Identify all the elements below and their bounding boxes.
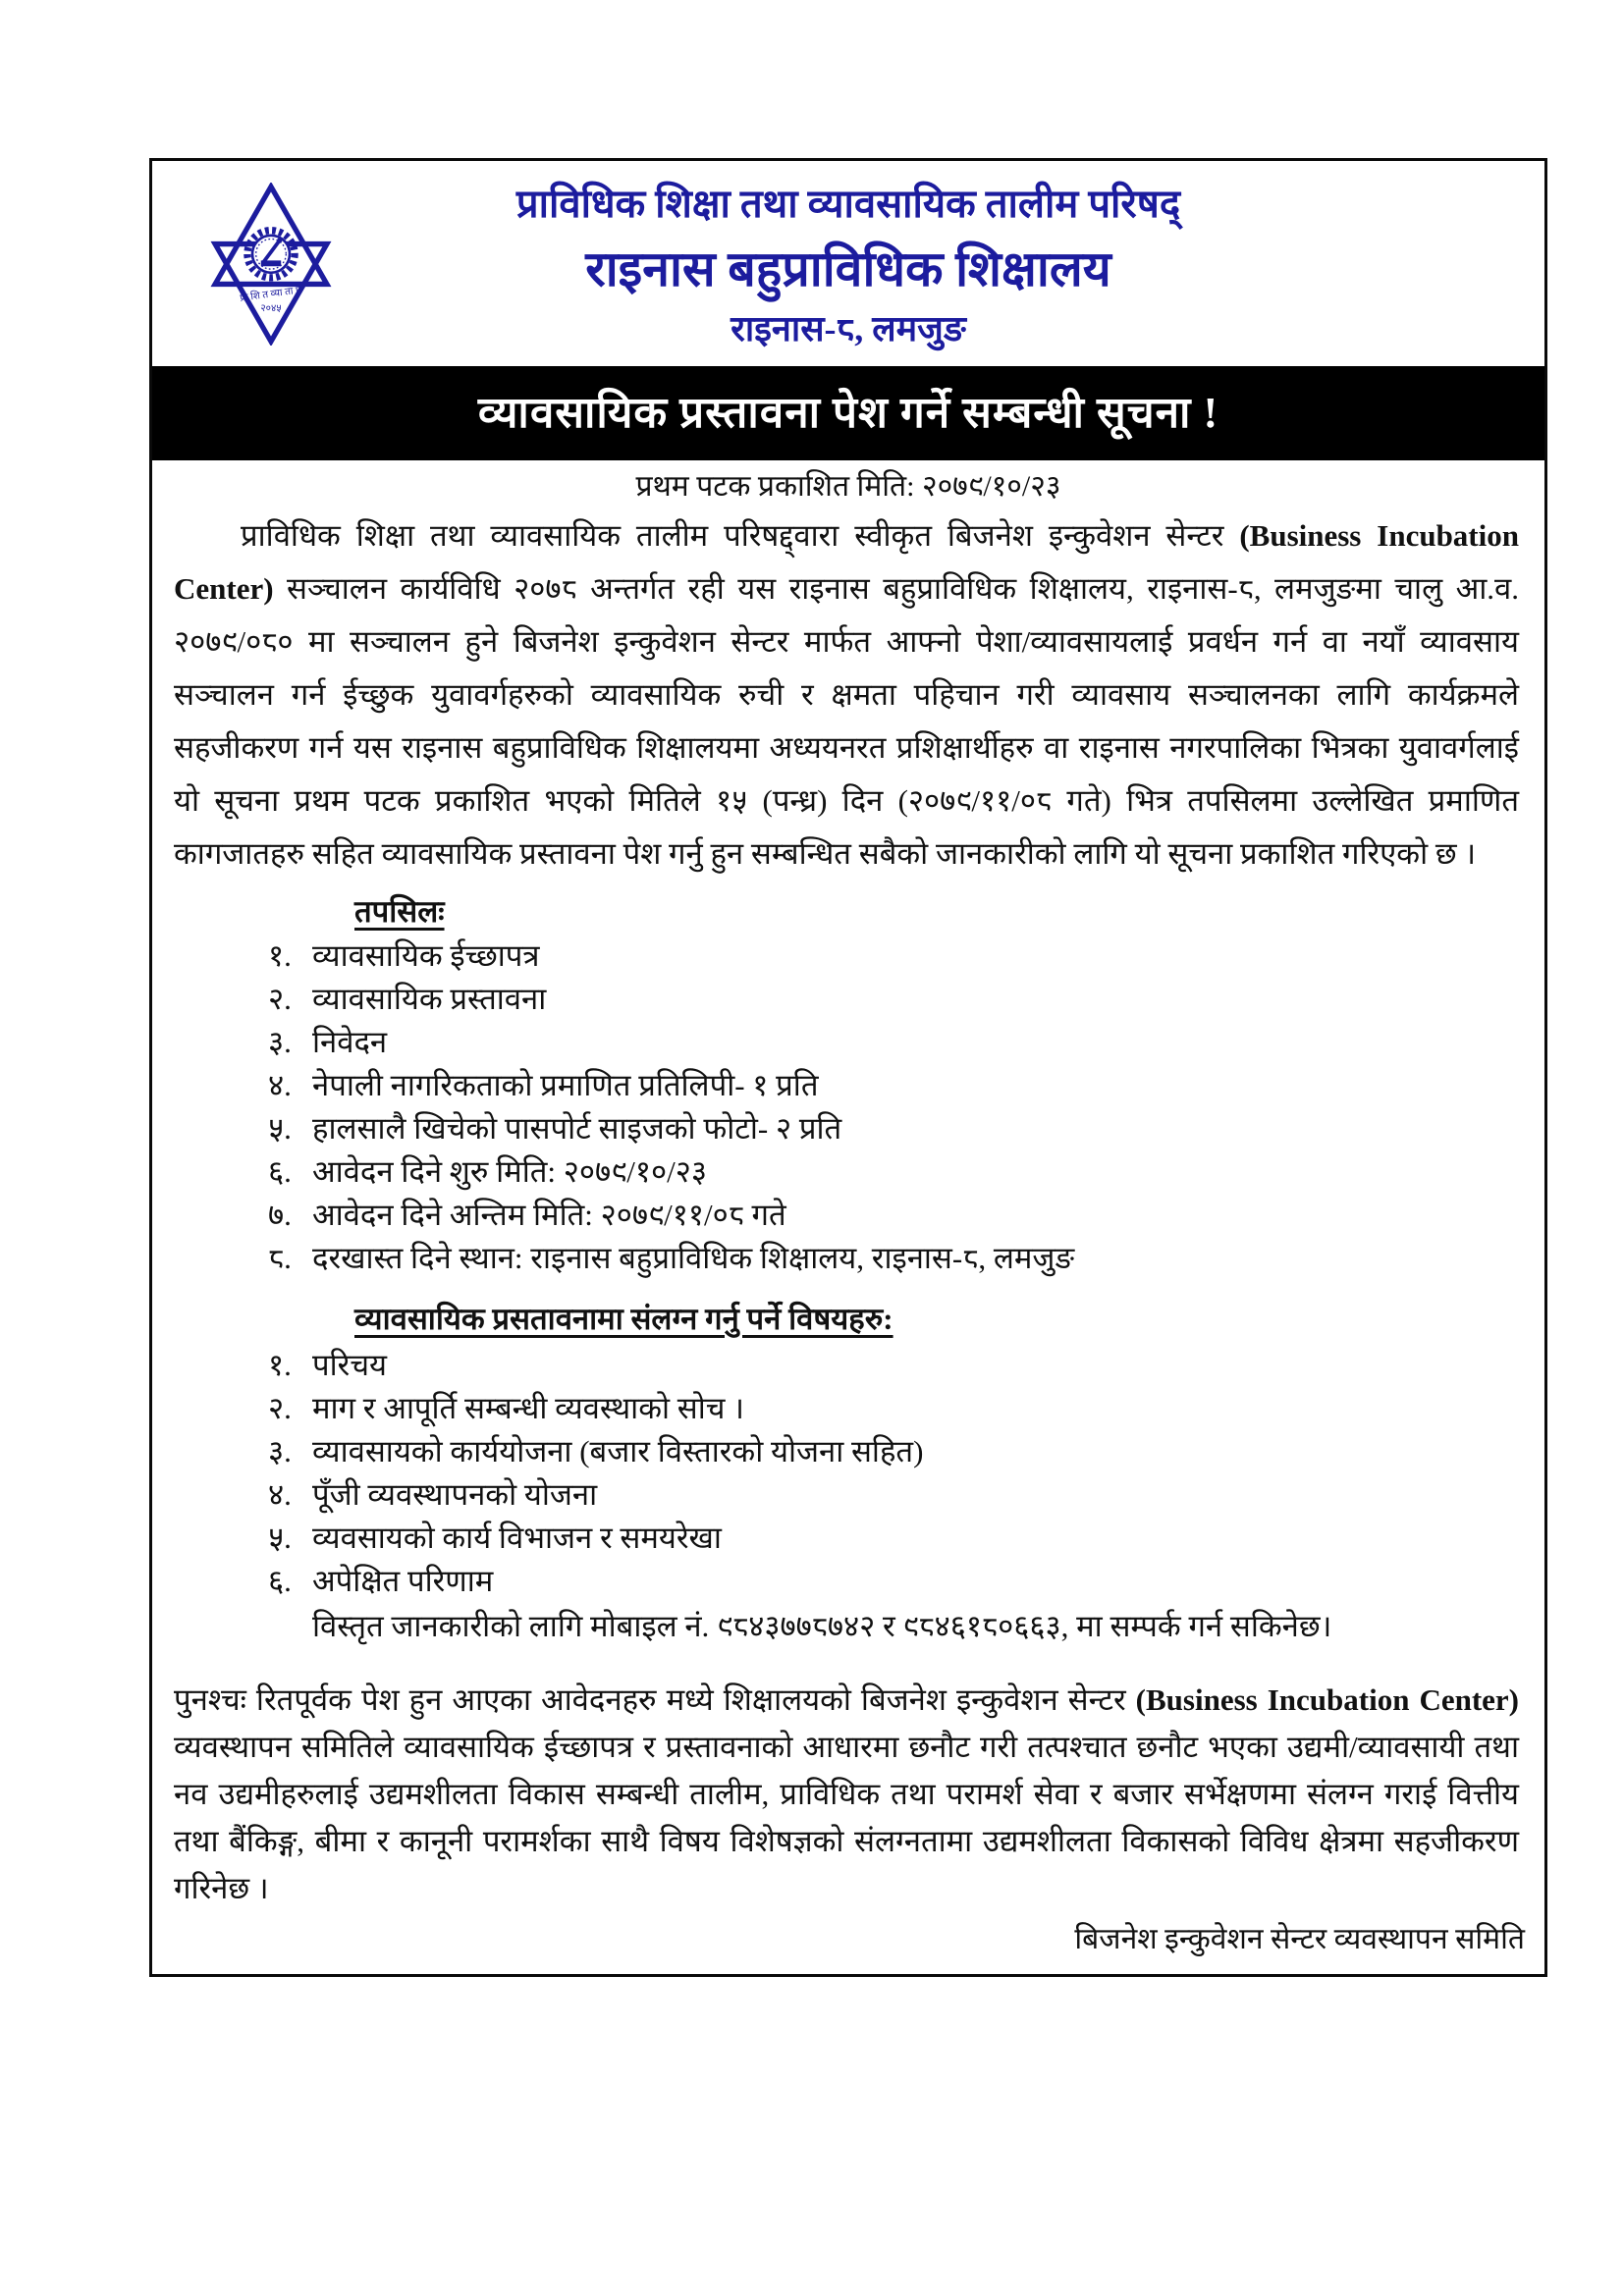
intro-text-after: सञ्चालन कार्यविधि २०७८ अन्तर्गत रही यस राइनास बहुप्राविधिक शिक्षालय, राइनास-८, लमजुङमा चालु आ.व. २०७९/०८० मा सञ्चालन हुने बिजनेश इन्कुवेशन सेन्टर मार्फत आफ्नो पेशा/व्यावसायलाई प्रवर्धन गर्न वा नयाँ व्यावसाय सञ्चालन गर्न ईच्छुक युवावर्गहरुको व्यावसायिक रुची र क्षमता पहिचान गरी व्यावसाय सञ्चालनका लागि कार्यक्रमले सहजीकरण गर्न यस राइनास बहुप्राविधिक शिक्षालयमा अध्ययनरत प्रशिक्षार्थीहरु वा राइनास नगरपालिका भित्रका युवावर्गलाई यो सूचना प्रथम पटक प्रकाशित भएको मितिले १५ (पन्ध्र) दिन (२०७९/११/०८ गते) भित्र तपसिलमा उल्लेखित प्रमाणित कागजातहरु सहित व्यावसायिक प्रस्तावना पेश गर्नु हुन सम्बन्धित सबैको जानकारीको लागि यो सूचना प्रकाशित गरिएको छ । bbox=[174, 571, 1519, 871]
subjects-list-item bbox=[268, 1348, 1544, 1383]
list-item-number: १. bbox=[268, 938, 292, 973]
tapasil-heading: तपसिलः bbox=[354, 894, 445, 929]
list-item-number: ३. bbox=[268, 1025, 292, 1059]
subjects-heading: व्यावसायिक प्रसतावनामा संलग्न गर्नु पर्ने विषयहरु: bbox=[354, 1302, 893, 1336]
subjects-list-item bbox=[268, 1521, 1544, 1556]
list-item-text: हालसालै खिचेको पासपोर्ट साइजको फोटो- २ प्रति bbox=[312, 1111, 842, 1146]
intro-paragraph bbox=[174, 509, 1519, 881]
subjects-list-item bbox=[268, 1564, 1544, 1599]
notice-document bbox=[149, 158, 1547, 1977]
tapasil-list-item bbox=[268, 982, 1544, 1017]
tapasil-list-item bbox=[268, 938, 1544, 974]
list-item-text: व्यवसायको कार्य विभाजन र समयरेखा bbox=[312, 1521, 722, 1555]
list-item-number: ६. bbox=[268, 1154, 292, 1189]
list-item-number: २. bbox=[268, 1391, 292, 1425]
intro-text-before: प्राविधिक शिक्षा तथा व्यावसायिक तालीम परिषद्द्वारा स्वीकृत बिजनेश इन्कुवेशन सेन्टर bbox=[241, 518, 1240, 553]
list-item-number: ५. bbox=[268, 1521, 292, 1555]
list-item-number: ३. bbox=[268, 1434, 292, 1468]
contact-line: विस्तृत जानकारीको लागि मोबाइल नं. ९८४३७७८७४२ र ९८४६१८०६६३, मा सम्पर्क गर्न सकिनेछ। bbox=[312, 1609, 1332, 1643]
list-item-text: अपेक्षित परिणाम bbox=[312, 1564, 494, 1598]
letterhead bbox=[152, 161, 1544, 350]
list-item-number: ५. bbox=[268, 1111, 292, 1146]
plumb-top bbox=[277, 238, 282, 242]
list-item-text: व्यावसायिक ईच्छापत्र bbox=[312, 938, 540, 973]
council-name: प्राविधिक शिक्षा तथा व्यावसायिक तालीम परिषद् bbox=[515, 182, 1181, 226]
tapasil-list-item bbox=[268, 1198, 1544, 1233]
published-date-line: प्रथम पटक प्रकाशित मिति: २०७९/१०/२३ bbox=[635, 470, 1061, 503]
list-item-text: आवेदन दिने अन्तिम मिति: २०७९/११/०८ गते bbox=[312, 1198, 786, 1232]
postscript-paragraph bbox=[174, 1677, 1519, 1912]
list-item-text: दरखास्त दिने स्थान: राइनास बहुप्राविधिक शिक्षालय, राइनास-८, लमजुङ bbox=[312, 1241, 1075, 1275]
postscript-text-before: पुनश्चः रितपूर्वक पेश हुन आएका आवेदनहरु मध्ये शिक्षालयको बिजनेश इन्कुवेशन सेन्टर bbox=[174, 1682, 1136, 1717]
subjects-list-item bbox=[268, 1391, 1544, 1426]
school-name: राइनास बहुप्राविधिक शिक्षालय bbox=[585, 241, 1111, 296]
subjects-list-item bbox=[268, 1434, 1544, 1469]
list-item-number: ४. bbox=[268, 1068, 292, 1102]
signature-line: बिजनेश इन्कुवेशन सेन्टर व्यवस्थापन समिति bbox=[1074, 1923, 1525, 1955]
notice-title-banner: व्यावसायिक प्रस्तावना पेश गर्ने सम्बन्धी सूचना ! bbox=[152, 366, 1544, 460]
list-item-text: निवेदन bbox=[312, 1025, 388, 1059]
list-item-number: २. bbox=[268, 982, 292, 1016]
list-item-number: ६. bbox=[268, 1564, 292, 1598]
list-item-number: ८. bbox=[268, 1241, 292, 1275]
school-address: राइनास-८, लमजुङ bbox=[731, 309, 966, 348]
tapasil-list-item bbox=[268, 1068, 1544, 1103]
intro-english-bold: (Business Incubation Center) bbox=[174, 518, 1519, 606]
list-item-number: ४. bbox=[268, 1477, 292, 1512]
list-item-number: ७. bbox=[268, 1198, 292, 1232]
list-item-text: पूँजी व्यवस्थापनको योजना bbox=[312, 1477, 598, 1512]
list-item-text: नेपाली नागरिकताको प्रमाणित प्रतिलिपी- १ प्रति bbox=[312, 1068, 819, 1102]
logo-year-text: २०४५ bbox=[260, 303, 282, 315]
postscript-english-bold: (Business Incubation Center) bbox=[1135, 1682, 1519, 1717]
list-item-number: १. bbox=[268, 1348, 292, 1382]
tapasil-list bbox=[152, 938, 1544, 1276]
tapasil-list-item bbox=[268, 1111, 1544, 1147]
tapasil-list-item bbox=[268, 1154, 1544, 1190]
list-item-text: परिचय bbox=[312, 1348, 387, 1382]
list-item-text: आवेदन दिने शुरु मिति: २०७९/१०/२३ bbox=[312, 1154, 707, 1189]
tapasil-list-item bbox=[268, 1241, 1544, 1276]
list-item-text: व्यावसायिक प्रस्तावना bbox=[312, 982, 547, 1016]
tapasil-list-item bbox=[268, 1025, 1544, 1060]
logo-abbreviation-text: प्रा शि त व्या ता प bbox=[239, 285, 302, 304]
ctevt-star-logo-icon bbox=[199, 183, 343, 346]
subjects-list-item bbox=[268, 1477, 1544, 1513]
subjects-list bbox=[152, 1348, 1544, 1599]
postscript-text-after: व्यवस्थापन समितिले व्यावसायिक ईच्छापत्र र प्रस्तावनाको आधारमा छनौट गरी तत्पश्चात छनौट भएका उद्यमी/व्यावसायी तथा नव उद्यमीहरुलाई उद्यमशीलता विकास सम्बन्धी तालीम, प्राविधिक तथा परामर्श सेवा र बजार सर्भेक्षणमा संलग्न गराई वित्तीय तथा बैंकिङ्ग, बीमा र कानूनी परामर्शका साथै विषय विशेषज्ञको संलग्नतामा उद्यमशीलता विकासको विविध क्षेत्रमा सहजीकरण गरिनेछ । bbox=[174, 1730, 1519, 1905]
list-item-text: व्यावसायको कार्ययोजना (बजार विस्तारको योजना सहित) bbox=[312, 1434, 924, 1468]
list-item-text: माग र आपूर्ति सम्बन्धी व्यवस्थाको सोच । bbox=[312, 1391, 744, 1425]
